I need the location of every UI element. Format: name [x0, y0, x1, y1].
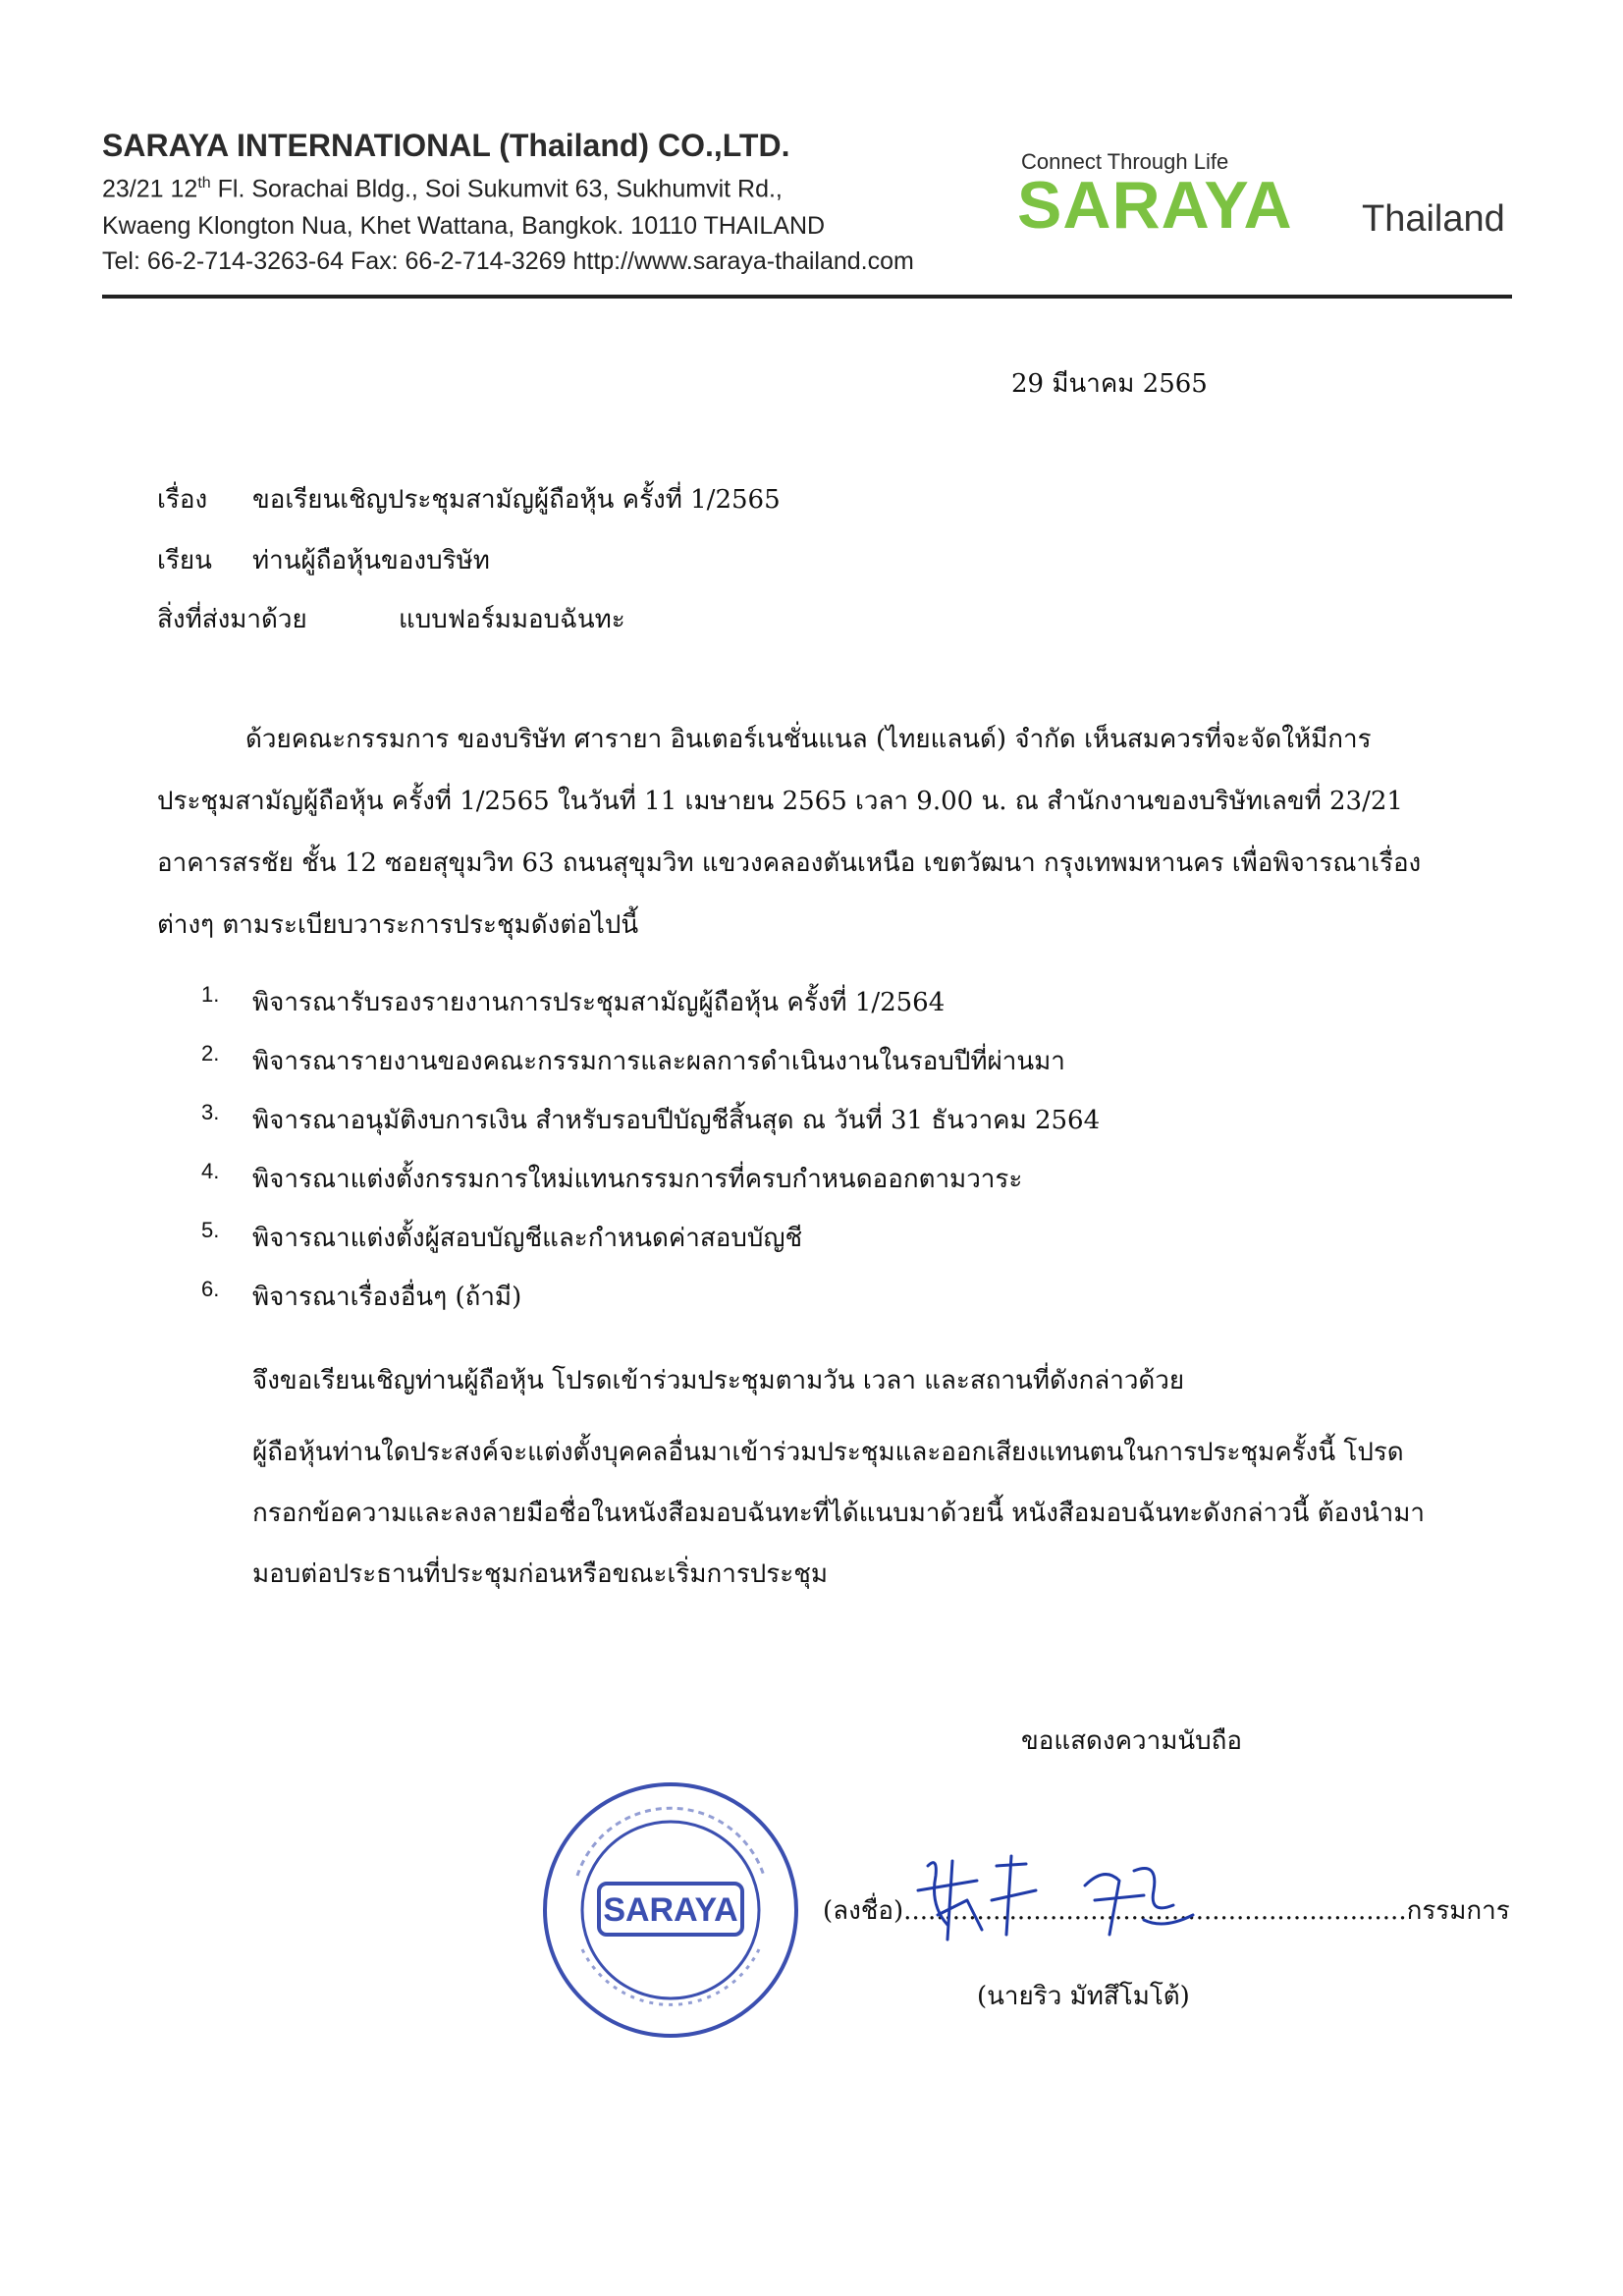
address-line-1-pre: 23/21 12 — [102, 175, 198, 203]
address-line-1 — [102, 175, 783, 203]
brand-country: Thailand — [1362, 198, 1505, 240]
address-line-2: Kwaeng Klongton Nua, Khet Wattana, Bangkok. 10110 THAILAND — [102, 212, 826, 240]
invitation-paragraph: จึงขอเรียนเชิญท่านผู้ถือหุ้น โปรดเข้าร่วมประชุมตามวัน เวลา และสถานที่ดังกล่าวด้วย — [252, 1366, 1185, 1395]
agenda-item: พิจารณาแต่งตั้งกรรมการใหม่แทนกรรมการที่ครบกำหนดออกตามวาระ — [252, 1165, 1023, 1194]
brand-tagline: Connect Through Life — [1021, 149, 1229, 174]
stamp-text: SARAYA — [603, 1891, 738, 1929]
letterhead-divider — [102, 295, 1512, 299]
subject-label: เรื่อง — [157, 485, 208, 515]
agenda-item: พิจารณารับรองรายงานการประชุมสามัญผู้ถือหุ้น ครั้งที่ 1/2564 — [252, 988, 946, 1017]
signature-line: (ลงชื่อ)..............................................................กรรมการ — [823, 1896, 1510, 1926]
agenda-number: 3. — [201, 1100, 220, 1124]
agenda-item: พิจารณาอนุมัติงบการเงิน สำหรับรอบปีบัญชีสิ้นสุด ณ วันที่ 31 ธันวาคม 2564 — [252, 1106, 1101, 1135]
agenda-number: 6. — [201, 1277, 220, 1301]
company-seal-stamp — [538, 1777, 803, 2043]
handwritten-signature — [908, 1846, 1242, 1944]
company-name: SARAYA INTERNATIONAL (Thailand) CO.,LTD. — [102, 128, 790, 163]
proxy-paragraph: ผู้ถือหุ้นท่านใดประสงค์จะแต่งตั้งบุคคลอื่นมาเข้าร่วมประชุมและออกเสียงแทนตนในการประชุมครั้งนี้ โปรดกรอกข้อความและลงลายมือชื่อในหนังสือมอบฉันทะที่ได้แนบมาด้วยนี้ หนังสือมอบฉันทะดังกล่าวนี้ ต้องนำมามอบต่อประธานที่ประชุมก่อนหรือขณะเริ่มการประชุม — [252, 1438, 1426, 1589]
agenda-item: พิจารณาแต่งตั้งผู้สอบบัญชีและกำหนดค่าสอบบัญชี — [252, 1224, 803, 1253]
agenda-item: พิจารณาเรื่องอื่นๆ (ถ้ามี) — [252, 1283, 522, 1312]
brand-logo: SARAYA — [1017, 168, 1293, 243]
enclosure-value: แบบฟอร์มมอบฉันทะ — [399, 605, 625, 634]
enclosure-label: สิ่งที่ส่งมาด้วย — [157, 605, 307, 634]
subject-value: ขอเรียนเชิญประชุมสามัญผู้ถือหุ้น ครั้งที่ 1/2565 — [252, 485, 781, 515]
agenda-number: 4. — [201, 1159, 220, 1183]
letter-date: 29 มีนาคม 2565 — [1011, 369, 1208, 399]
intro-paragraph: ด้วยคณะกรรมการ ของบริษัท ศารายา อินเตอร์เนชั่นแนล (ไทยแลนด์) จำกัด เห็นสมควรที่จะจัดให้มีการประชุมสามัญผู้ถือหุ้น ครั้งที่ 1/2565 ในวันที่ 11 เมษายน 2565 เวลา 9.00 น. ณ สำนักงานของบริษัทเลขที่ 23/21 อาคารสรชัย ชั้น 12 ซอยสุขุมวิท 63 ถนนสุขุมวิท แขวงคลองตันเหนือ เขตวัฒนา กรุงเทพมหานคร เพื่อพิจารณาเรื่องต่างๆ ตามระเบียบวาระการประชุมดังต่อไปนี้ — [157, 725, 1422, 940]
agenda-item: พิจารณารายงานของคณะกรรมการและผลการดำเนินงานในรอบปีที่ผ่านมา — [252, 1047, 1065, 1076]
agenda-number: 1. — [201, 982, 220, 1007]
agenda-number: 2. — [201, 1041, 220, 1066]
signer-name: (นายริว มัทสึโมโต้) — [977, 1982, 1190, 2011]
closing-salutation: ขอแสดงความนับถือ — [1021, 1726, 1242, 1756]
recipient-value: ท่านผู้ถือหุ้นของบริษัท — [252, 546, 490, 575]
address-line-1-post: Fl. Sorachai Bldg., Soi Sukumvit 63, Sukhumvit Rd., — [210, 175, 783, 203]
agenda-number: 5. — [201, 1218, 220, 1242]
recipient-label: เรียน — [157, 546, 212, 575]
address-line-1-sup: th — [197, 175, 211, 191]
contact-line: Tel: 66-2-714-3263-64 Fax: 66-2-714-3269 http://www.saraya-thailand.com — [102, 247, 914, 275]
